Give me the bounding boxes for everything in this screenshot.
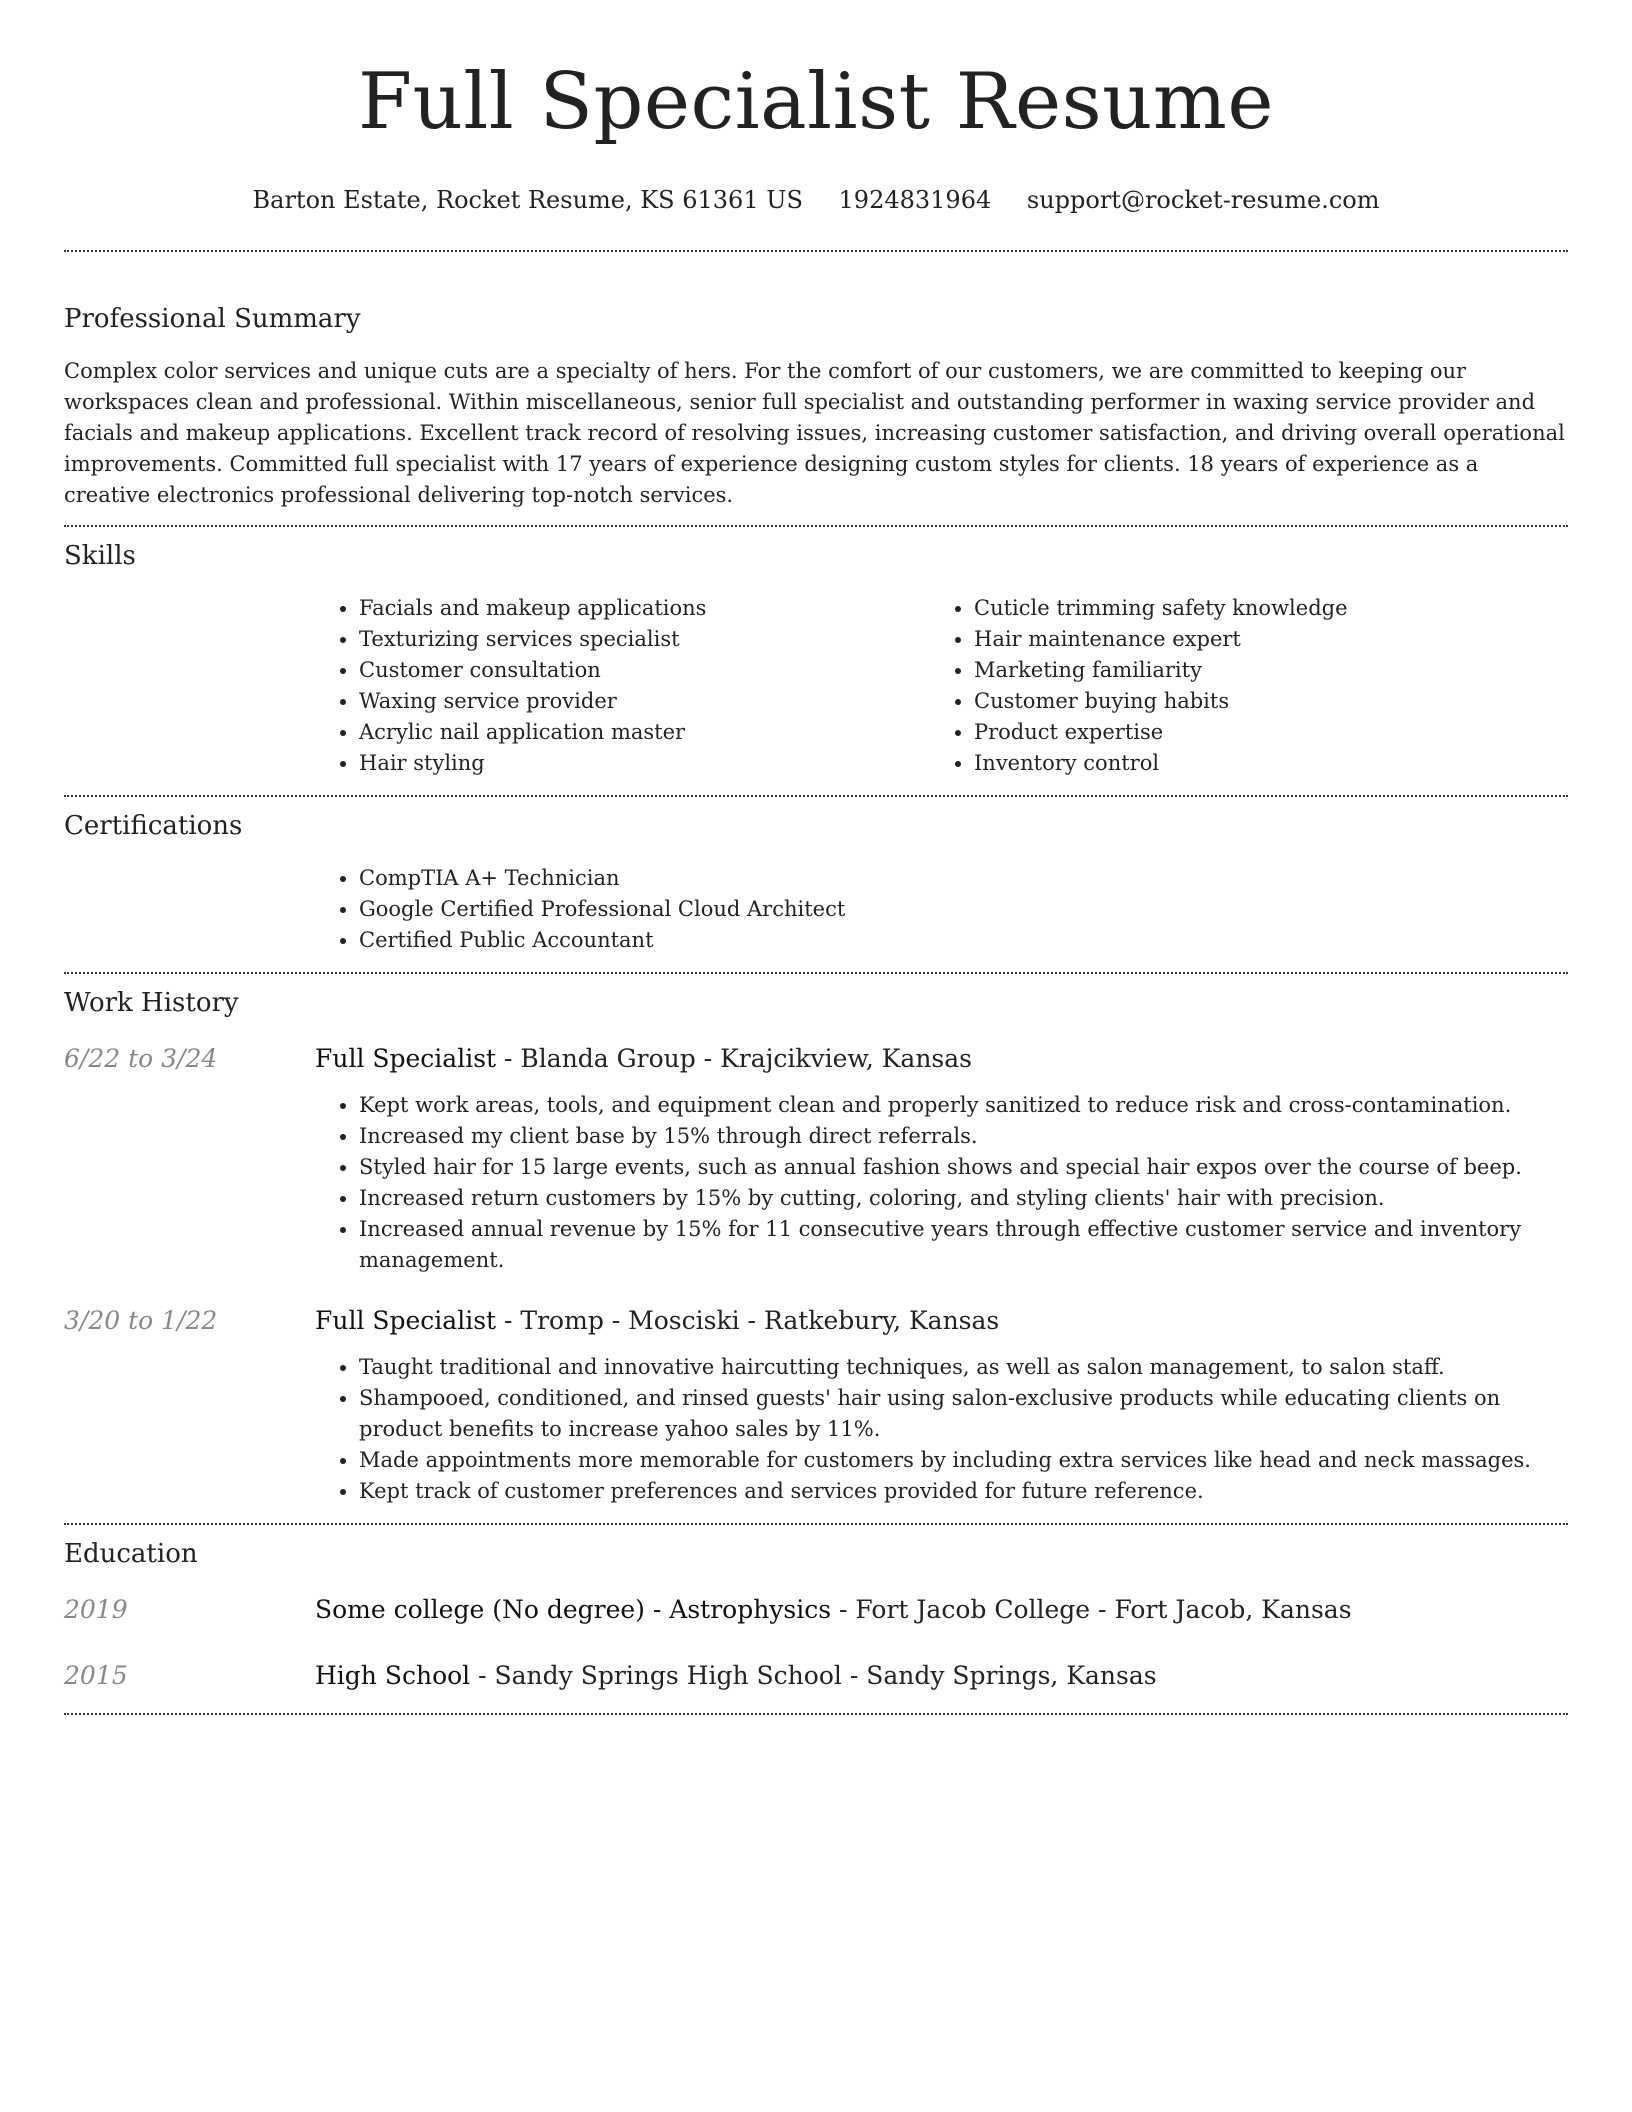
list-item: • CompTIA A+ Technician — [359, 863, 1568, 894]
list-item: • Google Certified Professional Cloud Architect — [359, 894, 1568, 925]
list-item: • Cuticle trimming safety knowledge — [974, 593, 1545, 624]
list-item: • Certified Public Accountant — [359, 925, 1568, 956]
list-item: • Waxing service provider — [359, 686, 930, 717]
job-heading — [315, 1304, 999, 1338]
list-item: • Acrylic nail application master — [359, 717, 930, 748]
skills-heading: Skills — [64, 541, 136, 571]
work-heading: Work History — [64, 988, 239, 1018]
list-item: • Hair styling — [359, 748, 930, 779]
skills-list — [315, 593, 1568, 779]
contact-address: Barton Estate, Rocket Resume, KS 61361 US — [252, 186, 803, 214]
list-item: • Facials and makeup applications — [359, 593, 930, 624]
work-section — [64, 974, 1568, 1523]
summary-heading: Professional Summary — [64, 304, 361, 334]
resume-title: Full Specialist Resume — [357, 57, 1275, 147]
list-item: • Inventory control — [974, 748, 1545, 779]
list-item: • Taught traditional and innovative haircutting techniques, as well as salon management, to salon staff. — [359, 1352, 1568, 1383]
job-employer-location: - Tromp - Mosciski - Ratkebury, Kansas — [496, 1306, 1000, 1335]
list-item: • Marketing familiarity — [974, 655, 1545, 686]
education-school-location: - Sandy Springs High School - Sandy Springs, Kansas — [470, 1661, 1157, 1690]
contact-line — [64, 184, 1568, 216]
contact-email: support@rocket-resume.com — [1026, 186, 1380, 214]
resume-header — [64, 0, 1568, 216]
education-heading — [315, 1659, 1157, 1693]
list-item: • Customer consultation — [359, 655, 930, 686]
job-bullets — [315, 1090, 1568, 1276]
certifications-heading: Certifications — [64, 811, 243, 841]
summary-text: Complex color services and unique cuts are a specialty of hers. For the comfort of our customers, we are committed to keeping our workspaces clean and professional. Within miscellaneous, senior full specialist and outstanding performer in waxing service provider and facials and makeup applications. Excellent track record of resolving issues, increasing customer satisfaction, and driving overall operational improvements. Committed full specialist with 17 years of experience designing custom styles for clients. 18 years of experience as a creative electronics professional delivering top-notch services. — [64, 359, 1565, 507]
education-heading — [315, 1593, 1352, 1627]
list-item: • Increased return customers by 15% by cutting, coloring, and styling clients' hair with precision. — [359, 1183, 1568, 1214]
job-entry — [64, 1042, 1568, 1276]
skills-section — [64, 527, 1568, 795]
job-dates: 6/22 to 3/24 — [64, 1044, 218, 1073]
job-position: Full Specialist — [315, 1044, 497, 1073]
list-item: • Customer buying habits — [974, 686, 1545, 717]
job-position: Full Specialist — [315, 1306, 497, 1335]
education-degree: High School — [315, 1661, 471, 1690]
education-entry — [64, 1593, 1568, 1627]
education-year: 2019 — [64, 1595, 128, 1624]
list-item: • Styled hair for 15 large events, such as annual fashion shows and special hair expos over the course of beep. — [359, 1152, 1568, 1183]
summary-section — [64, 252, 1568, 525]
education-year: 2015 — [64, 1661, 128, 1690]
education-entry — [64, 1659, 1568, 1693]
education-heading: Education — [64, 1539, 198, 1569]
divider — [64, 1713, 1568, 1715]
list-item: • Increased my client base by 15% through direct referrals. — [359, 1121, 1568, 1152]
list-item: • Shampooed, conditioned, and rinsed guests' hair using salon-exclusive products while educating clients on product benefits to increase yahoo sales by 11%. — [359, 1383, 1568, 1445]
job-entry — [64, 1304, 1568, 1507]
certifications-list — [315, 863, 1568, 956]
job-dates: 3/20 to 1/22 — [64, 1306, 218, 1335]
skills-column-left — [315, 593, 930, 779]
job-heading — [315, 1042, 972, 1076]
contact-phone: 1924831964 — [838, 186, 992, 214]
list-item: • Increased annual revenue by 15% for 11 consecutive years through effective customer service and inventory management. — [359, 1214, 1568, 1276]
job-header — [64, 1304, 1568, 1338]
skills-column-right — [930, 593, 1545, 779]
list-item: • Hair maintenance expert — [974, 624, 1545, 655]
job-header — [64, 1042, 1568, 1076]
certifications-section — [64, 797, 1568, 972]
education-section — [64, 1525, 1568, 1713]
job-employer-location: - Blanda Group - Krajcikview, Kansas — [496, 1044, 972, 1073]
education-school-location: - Fort Jacob College - Fort Jacob, Kansas — [831, 1595, 1352, 1624]
list-item: • Texturizing services specialist — [359, 624, 930, 655]
job-bullets — [315, 1352, 1568, 1507]
education-degree: Some college (No degree) - Astrophysics — [315, 1595, 832, 1624]
list-item: • Kept track of customer preferences and services provided for future reference. — [359, 1476, 1568, 1507]
list-item: • Kept work areas, tools, and equipment clean and properly sanitized to reduce risk and cross-contamination. — [359, 1090, 1568, 1121]
list-item: • Made appointments more memorable for customers by including extra services like head and neck massages. — [359, 1445, 1568, 1476]
list-item: • Product expertise — [974, 717, 1545, 748]
